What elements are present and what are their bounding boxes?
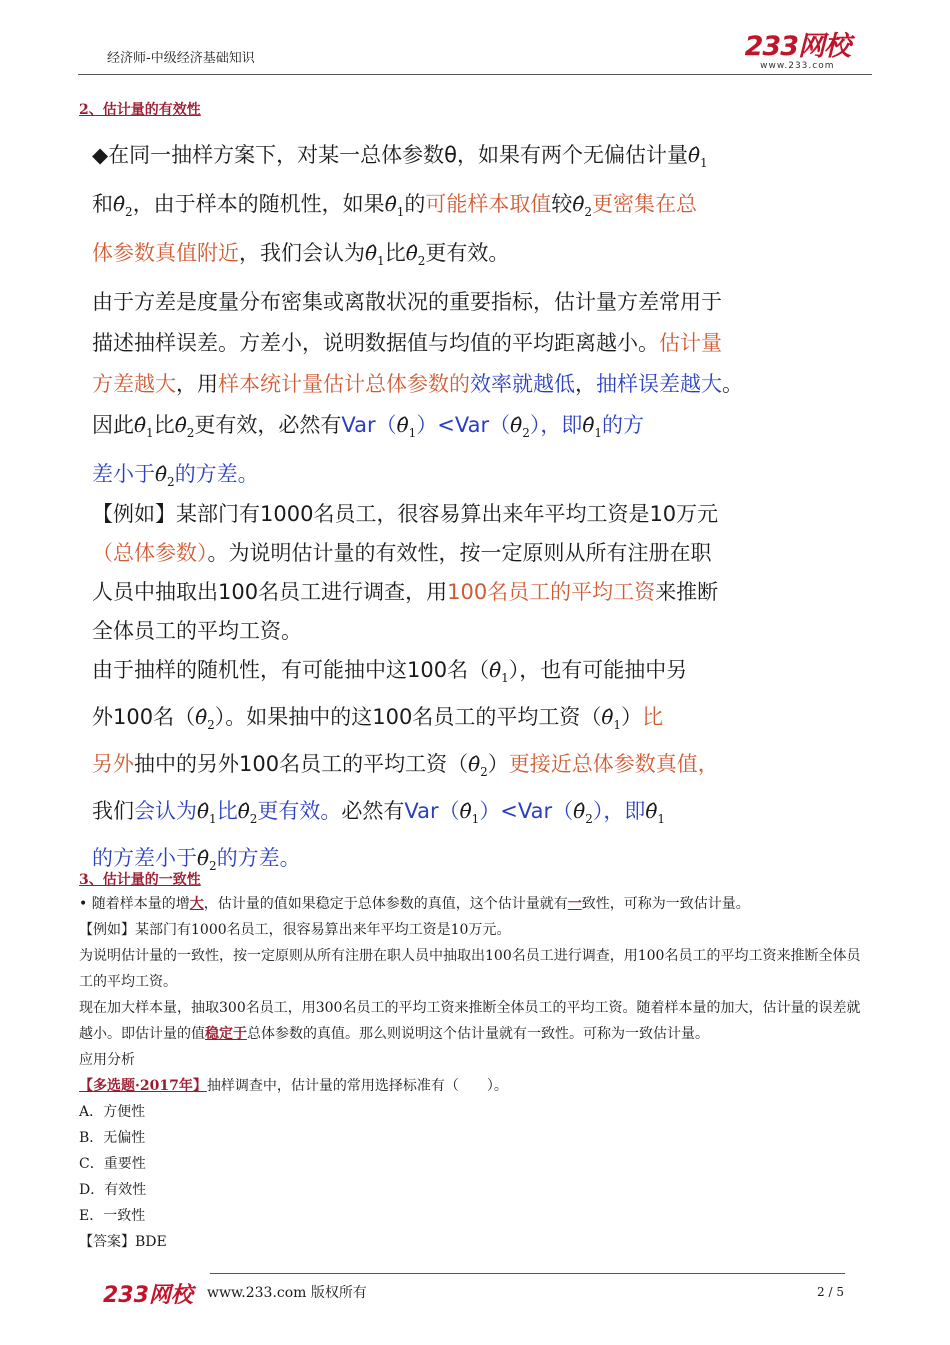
slide2-line6: 外100名$(\thetâ_2)$。如果抽中的这100名员工的平均工资$(\thetâ_1)$比 [92, 705, 664, 732]
footer-logo: 233网校 [103, 1283, 193, 1308]
slide2-line1: 【例如】某部门有1000名员工，很容易算出来年平均工资是10万元 [92, 502, 719, 526]
section-3-title: 3、估计量的一致性 [79, 872, 201, 888]
section-2-title: 2、估计量的有效性 [79, 102, 201, 118]
option-c: C．重要性 [79, 1156, 146, 1172]
slide1-line7: 因此$\thetâ_1$比$\thetâ_2$更有效，必然有$Var(\thetâ_1)<Var(\thetâ_2)$，即$\thetâ_1$的方 [92, 413, 645, 440]
slide1-line8: 差小于$\thetâ_2$的方差。 [92, 462, 259, 489]
header-title: 经济师-中级经济基础知识 [107, 51, 255, 66]
sample-size-paragraph: 现在加大样本量，抽取300名员工，用300名员工的平均工资来推断全体员工的平均工资。随着样本量的加大，估计量的误差就越小。即估计量的值稳定于总体参数的真值。那么则说明这个估计量就有一致性。可称为一致估计量。 [79, 1000, 861, 1042]
slide1-line3: 体参数真值附近，我们会认为$\thetâ_1$比$\thetâ_2$更有效。 [92, 241, 510, 268]
slide1-line5: 描述抽样误差。方差小，说明数据值与均值的平均距离越小。估计量 [92, 331, 722, 355]
header-divider [78, 74, 872, 75]
logo-text: 233网校 [744, 31, 850, 62]
footer-copyright: www.233.com 版权所有 [207, 1285, 367, 1301]
slide2-line9: 的方差小于$\thetâ_2$的方差。 [92, 846, 301, 873]
logo-url: www.233.com [760, 61, 835, 71]
answer: 【答案】BDE [79, 1234, 167, 1250]
slide-efficiency [92, 135, 743, 503]
theta-hat-1: $\thetâ_1$ [688, 143, 708, 170]
slide2-line2: （总体参数）。为说明估计量的有效性，按一定原则从所有注册在职 [92, 541, 712, 565]
consistency-definition: • 随着样本量的增大，估计量的值如果稳定于总体参数的真值，这个估计量就有一致性，可称为一致估计量。 [79, 896, 750, 912]
section-3-body [79, 891, 869, 1255]
option-b: B．无偏性 [79, 1130, 146, 1146]
question-stem: 【多选题·2017年】抽样调查中，估计量的常用选择标准有（ ）。 [79, 1078, 508, 1094]
slide1-line6: 方差越大，用样本统计量估计总体参数的效率就越低，抽样误差越大。 [92, 372, 743, 396]
page-number: 2 / 5 [817, 1285, 844, 1299]
explain-paragraph: 为说明估计量的一致性，按一定原则从所有注册在职人员中抽取出100名员工进行调查，用100名员工的平均工资来推断全体员工的平均工资。 [79, 948, 861, 990]
option-a: A．方便性 [79, 1104, 146, 1120]
slide2-line8: 我们会认为$\thetâ_1$比$\thetâ_2$更有效。必然有$Var(\thetâ_1)<Var(\thetâ_2)$，即$\thetâ_1$ [92, 799, 666, 826]
example-paragraph: 【例如】某部门有1000名员工，很容易算出来年平均工资是10万元。 [79, 922, 511, 938]
slide-example [92, 495, 719, 886]
analysis-label: 应用分析 [79, 1052, 135, 1068]
slide1-line1: ◆在同一抽样方案下，对某一总体参数θ，如果有两个无偏估计量$\thetâ_1$ [92, 143, 708, 170]
slide2-line4: 全体员工的平均工资。 [92, 619, 302, 643]
slide1-line4: 由于方差是度量分布密集或离散状况的重要指标，估计量方差常用于 [92, 290, 722, 314]
slide1-line2: 和$\thetâ_2$，由于样本的随机性，如果$\thetâ_1$的可能样本取值较$\thetâ_2$更密集在总 [92, 192, 698, 219]
brand-logo [745, 33, 850, 71]
footer-divider [210, 1273, 845, 1274]
slide2-line7: 另外抽中的另外100名员工的平均工资$(\thetâ_2)$更接近总体参数真值， [92, 752, 719, 779]
slide2-line3: 人员中抽取出100名员工进行调查，用100名员工的平均工资来推断 [92, 580, 719, 604]
option-e: E．一致性 [79, 1208, 146, 1224]
option-d: D．有效性 [79, 1182, 147, 1198]
slide2-line5: 由于抽样的随机性，有可能抽中这100名$(\thetâ_1)$，也有可能抽中另 [92, 658, 688, 685]
